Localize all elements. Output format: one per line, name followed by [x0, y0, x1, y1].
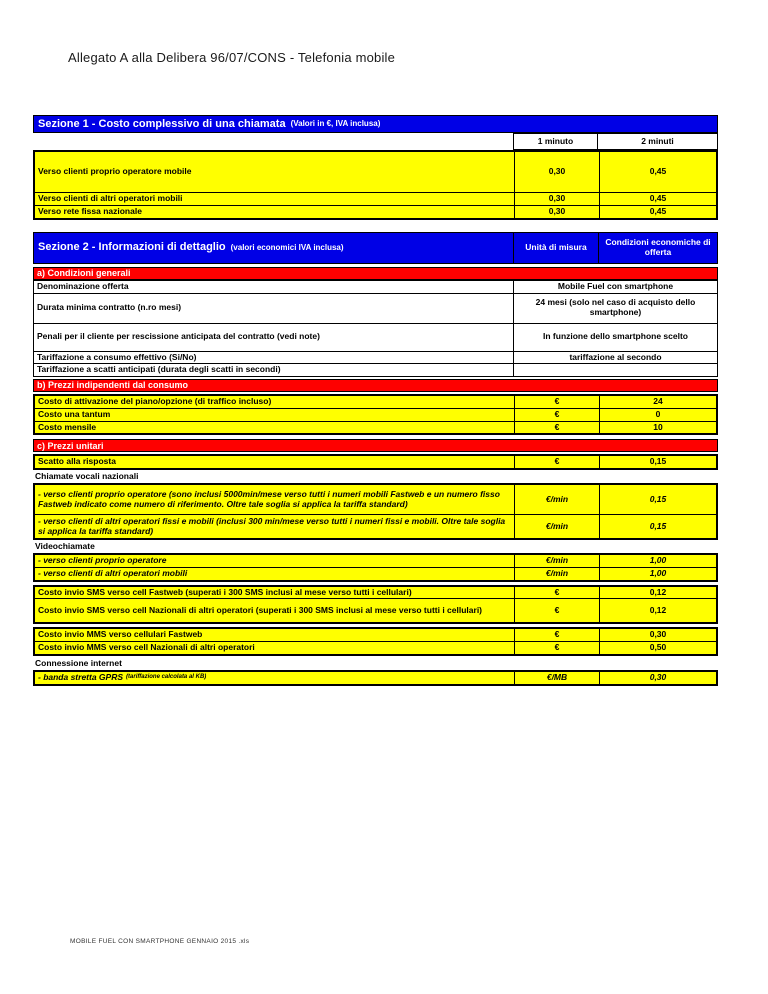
row-value-1min: 0,30: [514, 152, 599, 192]
connessione-internet-block: [33, 670, 718, 686]
document-title: Allegato A alla Delibera 96/07/CONS - Telefonia mobile: [68, 50, 396, 65]
row-value: 1,00: [599, 568, 716, 580]
row-label: Costo invio SMS verso cell Nazionali di altri operatori (superati i 300 SMS inclusi al mese verso tutti i cellulari): [38, 605, 483, 616]
row-label: Verso clienti proprio operatore mobile: [38, 166, 192, 177]
section1-column-headers: [33, 133, 718, 150]
row-value: 10: [599, 422, 716, 434]
row-value: 0,12: [599, 599, 716, 622]
row-label: Costo mensile: [38, 421, 97, 432]
row-value: 24: [599, 396, 716, 408]
row-value-2min: 0,45: [599, 193, 716, 205]
table-row: [35, 456, 716, 468]
row-label: Costo di attivazione del piano/opzione (di traffico incluso): [38, 396, 272, 407]
table-row: [35, 555, 716, 567]
row-label: Tariffazione a scatti anticipati (durata degli scatti in secondi): [37, 364, 281, 375]
subsection-videochiamate: Videochiamate: [35, 541, 95, 552]
table-row: [35, 408, 716, 421]
row-unit: €/min: [514, 568, 599, 580]
column-header-condizioni-economiche: Condizioni economiche di offerta: [598, 233, 717, 263]
column-header-unita-di-misura: Unità di misura: [513, 233, 598, 263]
table-row: [35, 396, 716, 408]
part-c-bar: c) Prezzi unitari: [33, 439, 718, 452]
section2-title: Sezione 2 - Informazioni di dettaglio: [38, 241, 226, 254]
section2-header: [33, 232, 718, 264]
part-b-rows-block: [33, 394, 718, 435]
table-row: [34, 281, 717, 293]
column-header-1-minuto: 1 minuto: [513, 133, 598, 150]
row-value: tariffazione al secondo: [513, 352, 717, 364]
document-footer: MOBILE FUEL CON SMARTPHONE GENNAIO 2015 .xls: [70, 938, 250, 945]
section1-header: [33, 115, 718, 133]
row-unit: €/min: [514, 555, 599, 567]
sms-block: [33, 585, 718, 625]
row-value: 0,15: [599, 485, 716, 514]
row-unit: €/min: [514, 485, 599, 514]
row-label: Costo invio SMS verso cell Fastweb (superati i 300 SMS inclusi al mese verso tutti i cellulari): [38, 586, 412, 597]
row-label: Costo invio MMS verso cell Nazionali di altri operatori: [38, 642, 255, 653]
row-value: Mobile Fuel con smartphone: [513, 281, 717, 293]
table-row: [35, 672, 716, 684]
row-value: 0,15: [599, 456, 716, 468]
row-unit: €/MB: [514, 672, 599, 684]
subsection-chiamate-vocali: Chiamate vocali nazionali: [35, 471, 139, 482]
table-row: [35, 205, 716, 218]
table-row: [35, 587, 716, 599]
row-unit: €: [514, 422, 599, 434]
row-label: Penali per il cliente per rescissione anticipata del contratto (vedi note): [37, 331, 320, 342]
row-label: - verso clienti proprio operatore: [38, 555, 167, 566]
row-value: 0,30: [599, 629, 716, 641]
row-label-text: - banda stretta GPRS: [38, 671, 124, 682]
row-label: - verso clienti di altri operatori mobili: [38, 567, 188, 578]
table-row: [34, 363, 717, 376]
row-unit: €: [514, 642, 599, 654]
chiamate-vocali-block: [33, 483, 718, 540]
section1-rows-block: [33, 150, 718, 220]
row-label: Denominazione offerta: [37, 280, 129, 291]
section1-title-note: (Valori in €, IVA inclusa): [290, 119, 381, 129]
tariff-table: [33, 115, 718, 686]
row-value-1min: 0,30: [514, 206, 599, 218]
row-unit: €: [514, 599, 599, 622]
table-row: [35, 421, 716, 434]
row-label: Costo invio MMS verso cellulari Fastweb: [38, 629, 203, 640]
row-value: [513, 364, 717, 376]
table-row: [34, 323, 717, 351]
column-header-spacer: [33, 133, 513, 150]
section2-title-note: (valori economici IVA inclusa): [230, 242, 344, 252]
row-value: 0,50: [599, 642, 716, 654]
row-unit: €/min: [514, 515, 599, 538]
table-row: [35, 514, 716, 538]
row-label: Tariffazione a consumo effettivo (Si/No): [37, 351, 197, 362]
section2-title-cell: [34, 233, 513, 263]
row-label: Durata minima contratto (n.ro mesi): [37, 302, 182, 313]
table-row: [35, 598, 716, 622]
row-label: [35, 672, 514, 684]
mms-block: [33, 627, 718, 656]
row-unit: €: [514, 587, 599, 599]
row-label: Scatto alla risposta: [38, 456, 116, 467]
table-row: [35, 152, 716, 192]
row-unit: €: [514, 396, 599, 408]
row-value: 24 mesi (solo nel caso di acquisto dello smartphone): [513, 294, 717, 323]
row-value: 0: [599, 409, 716, 421]
part-a-bar: a) Condizioni generali: [33, 267, 718, 280]
table-row: [35, 485, 716, 514]
subsection-connessione-internet: Connessione internet: [35, 658, 122, 669]
part-a-rows-block: [33, 280, 718, 378]
row-unit: €: [514, 409, 599, 421]
row-label-note: (tariffazione calcolata al KB): [126, 674, 207, 681]
row-value: In funzione dello smartphone scelto: [513, 324, 717, 351]
row-value-2min: 0,45: [599, 206, 716, 218]
row-unit: €: [514, 629, 599, 641]
row-value: 0,30: [599, 672, 716, 684]
table-row: [34, 351, 717, 364]
table-row: [34, 293, 717, 323]
section1-title: Sezione 1 - Costo complessivo di una chiamata: [38, 117, 286, 130]
scatto-block: [33, 454, 718, 470]
row-value-1min: 0,30: [514, 193, 599, 205]
row-label: Costo una tantum: [38, 408, 111, 419]
videochiamate-block: [33, 553, 718, 582]
row-value-2min: 0,45: [599, 152, 716, 192]
table-row: [35, 192, 716, 205]
row-label: - verso clienti di altri operatori fissi e mobili (inclusi 300 min/mese verso tutti i numeri fissi e mobili. Oltre tale soglia si applica la tariffa standard): [38, 515, 506, 536]
part-b-bar: b) Prezzi indipendenti dal consumo: [33, 379, 718, 392]
row-value: 1,00: [599, 555, 716, 567]
row-label: Verso rete fissa nazionale: [38, 205, 142, 216]
table-row: [35, 567, 716, 580]
row-label: - verso clienti proprio operatore (sono inclusi 5000min/mese verso tutti i numeri mobili Fastweb e un numero fisso Fastweb indicato come numero di riferimento. Oltre tale soglia si applica la tariffa standard): [38, 488, 500, 509]
table-row: [35, 641, 716, 654]
row-value: 0,15: [599, 515, 716, 538]
table-row: [35, 629, 716, 641]
row-value: 0,12: [599, 587, 716, 599]
row-unit: €: [514, 456, 599, 468]
row-label: Verso clienti di altri operatori mobili: [38, 193, 183, 203]
column-header-2-minuti: 2 minuti: [598, 133, 718, 150]
